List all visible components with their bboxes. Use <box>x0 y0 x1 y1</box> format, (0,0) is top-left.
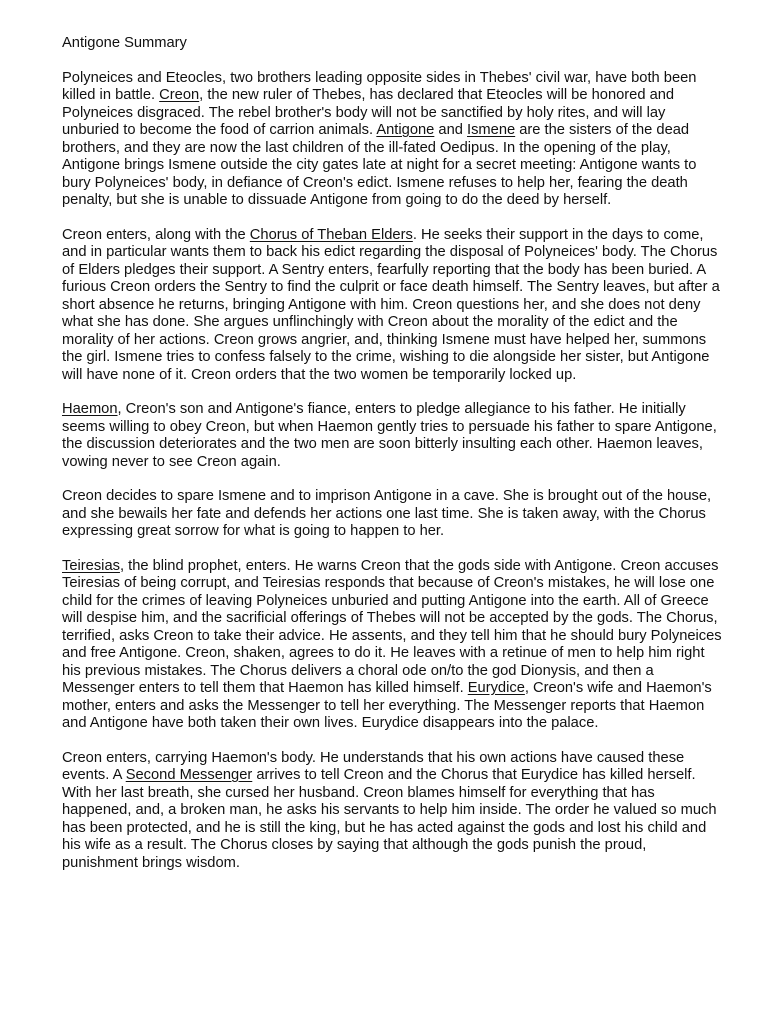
paragraph <box>62 558 722 733</box>
paragraph <box>62 70 722 210</box>
document-page <box>62 35 722 889</box>
character-name-link: Eurydice <box>467 680 525 696</box>
character-name-link: Teiresias <box>62 557 120 574</box>
paragraph-text: , Creon's son and Antigone's fiance, enters to pledge allegiance to his father. He initially seems willing to obey Creon, but when Haemon gently tries to persuade his father to spare Antigone, the discussion deteriorates and the two men are soon bitterly insulting each other. Haemon leaves, vowing never to see Creon again. <box>62 401 717 470</box>
paragraph-text: and <box>434 122 467 138</box>
character-name-link: Ismene <box>467 122 516 138</box>
paragraph <box>62 750 722 873</box>
paragraph <box>62 488 722 541</box>
document-body <box>62 70 722 873</box>
character-name-link: Haemon <box>62 401 118 417</box>
paragraph-text: Creon enters, carrying Haemon's body. He understands that his own actions have caused these events. A <box>62 749 685 783</box>
paragraph-text: are the sisters of the dead brothers, and they are now the last children of the ill-fated Oedipus. In the opening of the play, Antigone brings Ismene outside the city gates late at night for a secret meeting: Antigone wants to bury Polyneices' body, in defiance of Creon's edict. Ismene refuses to help her, fearing the death penalty, but she is unable to dissuade Antigone from going to do the deed by herself. <box>62 122 697 208</box>
paragraph-text: Polyneices and Eteocles, two brothers leading opposite sides in Thebes' civil war, have both been killed in battle. <box>62 69 697 103</box>
character-name-link: Chorus of Theban Elders <box>249 226 413 243</box>
character-name-link: Second Messenger <box>125 767 253 783</box>
paragraph-text: , Creon's wife and Haemon's mother, enters and asks the Messenger to tell her everything. The Messenger reports that Haemon and Antigone have both taken their own lives. Eurydice disappears into the palace. <box>62 680 712 731</box>
paragraph-text: , the new ruler of Thebes, has declared that Eteocles will be honored and Polyneices disgraced. The rebel brother's body will not be sanctified by holy rites, and will lay unburied to become the food of carrion animals. <box>62 87 675 138</box>
character-name-link: Antigone <box>376 122 435 138</box>
paragraph-text: Creon decides to spare Ismene and to imprison Antigone in a cave. She is brought out of the house, and she bewails her fate and defends her actions one last time. She is taken away, with the Chorus expressing great sorrow for what is going to happen to her. <box>62 488 712 539</box>
paragraph-text: Creon enters, along with the <box>62 226 250 243</box>
paragraph-text: arrives to tell Creon and the Chorus that Eurydice has killed herself. With her last breath, she cursed her husband. Creon blames himself for everything that has happened, and, a broken man, he asks his servants to help him inside. The order he valued so much has been protected, and he is still the king, but he has acted against the gods and lost his child and his wife as a result. The Chorus closes by saying that although the gods punish the proud, punishment brings wisdom. <box>62 767 717 871</box>
paragraph-text: , the blind prophet, enters. He warns Creon that the gods side with Antigone. Creon accuses Teiresias of being corrupt, and Teiresias responds that because of Creon's mistakes, he will lose one child for the crimes of leaving Polyneices unburied and putting Antigone into the earth. All of Greece will despise him, and the sacrificial offerings of Thebes will not be accepted by the gods. The Chorus, terrified, asks Creon to take their advice. He assents, and they tell him that he should bury Polyneices and free Antigone. Creon, shaken, agrees to do it. He leaves with a retinue of men to help him right his previous mistakes. The Chorus delivers a choral ode on/to the god Dionysis, and then a Messenger enters to tell them that Haemon has killed himself. <box>62 557 722 696</box>
paragraph-text: . He seeks their support in the days to come, and in particular wants them to back his edict regarding the disposal of Polyneices' body. The Chorus of Elders pledges their support. A Sentry enters, fearfully reporting that the body has been buried. A furious Creon orders the Sentry to find the culprit or face death himself. The Sentry leaves, but after a short absence he returns, bringing Antigone with him. Creon questions her, and she does not deny what she has done. She argues unflinchingly with Creon about the morality of the edict and the morality of her actions. Creon grows angrier, and, thinking Ismene must have helped her, summons the girl. Ismene tries to confess falsely to the crime, wishing to die alongside her sister, but Antigone will have none of it. Creon orders that the two women be temporarily locked up. <box>62 226 720 383</box>
character-name-link: Creon <box>159 87 200 103</box>
paragraph <box>62 227 722 385</box>
paragraph <box>62 401 722 471</box>
document-title: Antigone Summary <box>62 35 187 51</box>
